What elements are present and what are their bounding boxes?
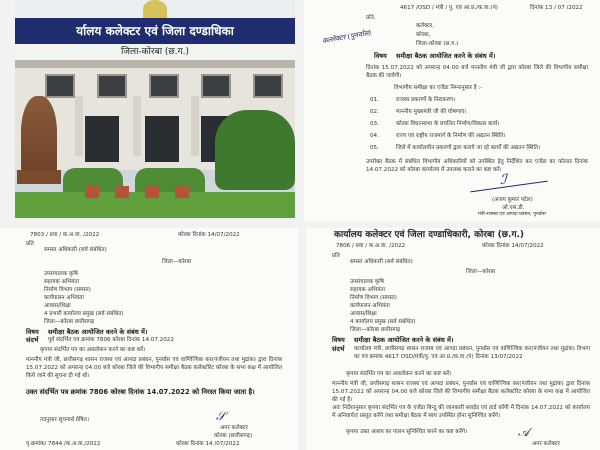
- agenda-number: 01.: [370, 97, 379, 103]
- body-paragraph: माननीय मंत्री जी, छत्तीसगढ़ शासन राजस्व एवं आपदा प्रबंधन, पुनर्वास एवं वाणिज्यिक कर(पंजीयन तथा मुद्रांक) द्वारा दिनांक 15.07.2022 को अपरान्ह 04.00 बजे कोरबा जिले की विभागीय समीक्षा बैठक कलेक्टोरेट कोरबा के सभा कक्ष में आयोजित किये जाने की सूचना दी गई थी।: [26, 357, 282, 380]
- body-paragraph: उपरोक्त बैठक में संबंधित विभागीय अधिकारियों को उपस्थित हेतु निर्देशित कर एजेंडा का फोल्डर दिनांक 14.07.2022 को कोरबा कार्यालय में उपलब्ध कराने का कष्ट करें।: [366, 159, 588, 174]
- body-paragraph: दिनांक 15.07.2022 को अपरान्ह 04.00 बजे माननीय मंत्री जी द्वारा कोरबा जिले की विभागीय समीक्षा बैठक की जावेगी।: [366, 65, 588, 80]
- window: [45, 74, 75, 98]
- letter-date: कोरबा दिनांक 14/07/2022: [178, 232, 240, 238]
- collectorate-building-photo: [15, 0, 295, 218]
- pillar: [133, 96, 141, 156]
- letter-ref-number: 7806 / प्रवा / क.अ.वा. /2022: [336, 243, 406, 249]
- flower-pot: [115, 186, 129, 198]
- letter-ref-number: 7803 / प्रवा / क.अ.वा. /2022: [30, 232, 100, 238]
- subject-text: समीक्षा बैठक आयोजित करने के संबंध में।: [354, 336, 454, 344]
- office-subbanner: जिला-कोरबा (छ.ग.): [15, 44, 295, 60]
- building-cornice: [15, 60, 295, 68]
- letter-date: कोरबा दिनांक 14/07/2022: [482, 243, 544, 249]
- agenda-item: माननीय मुख्यमंत्री जी की घोषणाएं।: [396, 109, 467, 115]
- window: [97, 74, 127, 98]
- office-banner: र्यालय कलेक्टर एवं जिला दण्डाधिका: [15, 18, 295, 44]
- signatory-department: मंत्री-राजस्व एवं आपदा प्रबंधन, पुनर्वास: [478, 212, 546, 217]
- collector-meeting-letter: [306, 228, 600, 450]
- cancellation-notice: उक्त संदर्भित पत्र क्रमांक 7806 कोरबा दिनांक 14.07.2022 को निरस्त किया जाता है।: [26, 388, 255, 396]
- recipient-line: 4 प्रभारी कार्यालय प्रमुख (सर्व संबंधित): [44, 311, 124, 317]
- district-line: जिला—कोरबा: [162, 259, 192, 265]
- letter-date: दिनांक 13 / 07 /2022: [530, 5, 583, 11]
- recipient-line: सहायक अभियंता: [350, 287, 386, 293]
- pillar: [191, 96, 199, 156]
- letter-ref-number: 4617 /OSD / मंत्री / पु. एवं आ.प्र./क.वा.(पं): [400, 5, 498, 11]
- lion-capital-statue: [21, 96, 57, 176]
- recipient-line: सहायक अभियंता: [44, 279, 80, 285]
- recipient-line: कार्यपालन अभियंता: [44, 295, 84, 301]
- recipient-line: जिला—कोरबा छत्तीसगढ़: [350, 327, 401, 333]
- agenda-item: जिले में कार्यालयीन प्रकरणों द्वारा कराये जा रहे कार्यों की अद्यतन स्थिति।: [396, 145, 541, 151]
- agenda-item: राजस्व प्रकरणों के निराकरण।: [396, 97, 456, 103]
- flower-pot: [85, 186, 99, 198]
- district-line: जिला—कोरबा: [466, 269, 496, 275]
- window: [201, 74, 231, 98]
- addressee-line: कोरबा,: [416, 32, 431, 38]
- window: [253, 74, 283, 98]
- agenda-number: 03.: [370, 121, 379, 127]
- addressee-line: जिला-कोरबा (छ.ग.): [416, 41, 459, 47]
- recipient-line: 4 कार्यालय प्रमुख (सर्व संबंधित): [350, 319, 416, 325]
- reference-label: संदर्भ: [332, 345, 345, 353]
- recipient-line: निर्माण विभाग (समस्त): [350, 295, 397, 301]
- office-header: कार्यालय कलेक्टर एवं जिला दण्डाधिकारी, कोरबा (छ.ग.): [334, 230, 525, 240]
- signature-stroke: [470, 181, 547, 193]
- subject-label: विषय: [26, 328, 39, 336]
- signatory-title: ओ.एस.डी.: [502, 205, 525, 211]
- recipient-line: आवास/शिक्षा: [350, 311, 377, 317]
- to-label: प्रति: [26, 241, 34, 247]
- agenda-number: 02.: [370, 109, 379, 115]
- body-line: कृपया संदर्भित पत्र का अवलोकन करने का कष्ट करें।: [346, 371, 452, 377]
- agenda-item: कोरबा विधानसभा के प्रचलित निर्माण/विकास कार्य।: [396, 121, 500, 127]
- footer-ref-number: पृ.क्रमांक/ 7844 /क.अ.वा./2022: [26, 441, 101, 447]
- agenda-number: 04.: [370, 133, 379, 139]
- pillar: [75, 96, 83, 156]
- cancellation-letter: [0, 228, 298, 450]
- recipient-line: निर्माण विभाग (समस्त): [44, 287, 91, 293]
- reference-text: पूर्व संदर्भित पत्र क्रमांक 7806 कोरबा दिनांक 14.07.2022: [48, 337, 174, 343]
- signature-icon: 𝒮: [216, 409, 226, 423]
- agenda-item: राज्य एवं राष्ट्रीय राजमार्ग के निर्माण की अद्यतन स्थिति।: [396, 133, 506, 139]
- body-paragraph: अतः निर्देशानुसार कृपया संदर्भित पत्र के एजेंडा बिन्दु की जानकारी स्लाईड एवं हार्ड कॉपी में दिनांक 14.07.2022 को कार्यालय में अनिवार्यतः प्रस्तुत करेंगे तथा समीक्षा बैठक में स्वयं उपस्थित होना सुनिश्चित करेंगे।: [332, 405, 590, 420]
- minister-office-letter: [304, 0, 600, 222]
- doorway: [145, 116, 179, 162]
- body-line: कृपया संदर्भित पत्र का अवलोकन करने का कष्ट करें।: [40, 347, 146, 353]
- body-paragraph: माननीय मंत्री जी, छत्तीसगढ़ शासन राजस्व एवं आपदा प्रबंधन, पुनर्वास एवं वाणिज्यिक कर(पंजीयन तथा मुद्रांक) द्वारा दिनांक 15.07.2022 को अपरान्ह 04.00 बजे कोरबा जिले की विभागीय समीक्षा बैठक कलेक्टोरेट कोरबा के सभा कक्ष में आयोजित की गई है।: [332, 381, 590, 404]
- sign-place: कोरबा (छत्तीसगढ़): [214, 433, 253, 439]
- subject-text: समीक्षा बैठक आयोजित करने के संबंध में।: [396, 52, 496, 60]
- flower-pot: [145, 186, 159, 198]
- handwritten-margin-note: कल्लेक्टर (पुनर्वास): [321, 28, 372, 46]
- doorway: [85, 116, 119, 162]
- sign-title: अपर कलेक्टर: [532, 441, 560, 447]
- body-line: कृपया उक्त आशय का पालन सुनिश्चित करने का कष्ट करेंगे।: [346, 429, 468, 435]
- recipient-line: समस्त अधिकारी (सर्व संबंधित): [44, 247, 107, 253]
- signatory-name: (अजय कुमार पटेल): [492, 197, 533, 203]
- recipient-line: उपसंचालक कृषि: [44, 271, 78, 277]
- recipient-line: उपसंचालक कृषि: [350, 279, 384, 285]
- reference-label: संदर्भ: [26, 336, 39, 344]
- recipient-line: समस्त अधिकारी (सर्व संबंधित): [350, 259, 413, 265]
- subject-label: विषय: [374, 52, 387, 60]
- recipient-line: कार्यपालन अभियंता: [350, 303, 390, 309]
- state-emblem-icon: [143, 0, 167, 18]
- signature-icon: ℐ: [500, 172, 507, 188]
- window: [149, 74, 179, 98]
- reference-text: कार्यालय मंत्री, छत्तीसगढ़ शासन राजस्व एवं आपदा प्रबंधन, पुनर्वास एवं वाणिज्यिक कर(पंजीयन तथा मुद्रांक) विभाग का पत्र क्रमांक 4617 OSD/मंत्री/पु. एवं आ.प्र./क.वा.(पं) दिनांक 13/07/2022: [354, 346, 590, 361]
- flower-pot: [175, 186, 189, 198]
- sign-title: अपर कलेक्टर: [220, 425, 248, 431]
- subject-label: विषय: [332, 336, 345, 344]
- footer-date: कोरबा दिनांक 14 /07/2022: [176, 441, 240, 447]
- statue-base: [17, 170, 61, 184]
- agenda-number: 05.: [370, 145, 379, 151]
- recipient-line: जिला—कोरबा छत्तीसगढ़: [44, 319, 95, 325]
- to-label: प्रति: [332, 253, 340, 259]
- signature-icon: 𝒜: [518, 425, 530, 439]
- addressee-line: कलेक्टर,: [416, 23, 435, 29]
- trees: [215, 110, 295, 190]
- agenda-intro: विभागीय समीक्षा का एजेंडा निम्नानुसार है :-: [394, 85, 483, 91]
- subject-text: समीक्षा बैठक आयोजित करने के संबंध में।: [48, 328, 148, 336]
- to-label: प्रति,: [366, 15, 376, 21]
- recipient-line: आवास/शिक्षा: [44, 303, 71, 309]
- closing-line: तदनुसार सूचनार्थ प्रेषित।: [40, 417, 89, 423]
